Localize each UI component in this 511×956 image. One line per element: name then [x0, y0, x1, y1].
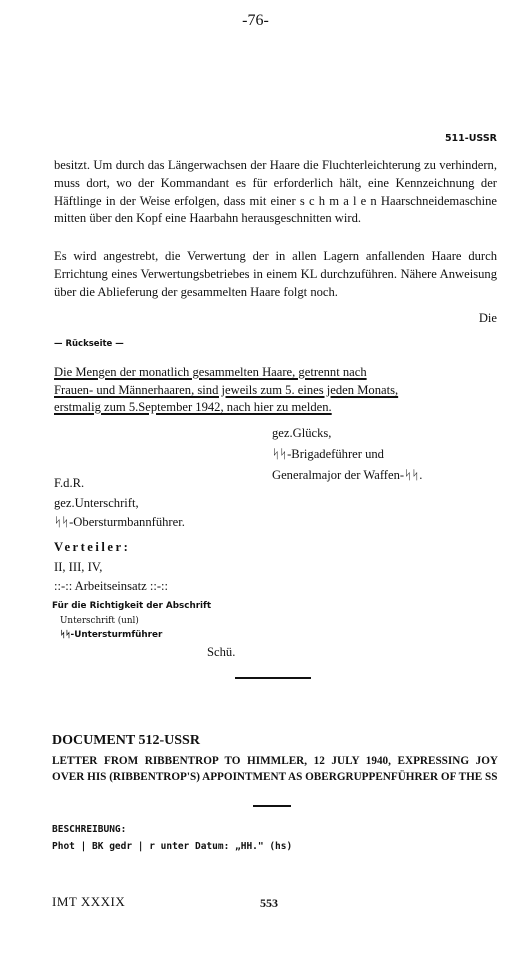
- fdr-block: [54, 474, 185, 533]
- catchword: Die: [478, 311, 497, 325]
- underlined-passage: [54, 364, 497, 417]
- folio-number: 553: [260, 896, 278, 910]
- page-number: -76-: [242, 12, 269, 29]
- fdr-line: gez.Unterschrift,: [54, 495, 139, 510]
- certification-title: Für die Richtigkeit der Abschrift: [52, 601, 212, 611]
- paragraph-2: Es wird angestrebt, die Verwertung der in allen Lagern anfallenden Haare durch Errichtung eines Verwertungsbetriebes in einem KL durchzuführen. Nähere Anweisung über die Ablieferung der gesammelten Haare folgt noch.: [54, 249, 497, 299]
- reverse-side-marker: — Rückseite —: [54, 339, 124, 349]
- distribution-line: ::-:: Arbeitseinsatz ::-::: [54, 579, 169, 593]
- underlined-line: Frauen- und Männerhaaren, sind jeweils zum 5. eines jeden Monats,: [54, 382, 399, 397]
- signature-block: [272, 423, 422, 486]
- fdr-line: ᛋᛋ-Obersturmbannführer.: [54, 515, 185, 529]
- typist-initials: Schü.: [207, 645, 236, 659]
- signature-line: Generalmajor der Waffen-ᛋᛋ.: [272, 468, 423, 482]
- description-text: Phot | BK gedr | r unter Datum: „HH." (hs): [52, 841, 293, 852]
- signature-line: ᛋᛋ-Brigadeführer und: [272, 447, 384, 461]
- document-caption: LETTER FROM RIBBENTROP TO HIMMLER, 12 JULY 1940, EXPRESSING JOY OVER HIS (RIBBENTROP'S) APPOINTMENT AS OBERGRUPPENFÜHRER OF THE SS: [52, 755, 498, 783]
- document-title: DOCUMENT 512-USSR: [52, 733, 200, 748]
- distribution-label: Verteiler:: [54, 540, 131, 554]
- signature-line: gez.Glücks,: [272, 426, 332, 440]
- fdr-line: F.d.R.: [54, 476, 85, 490]
- underlined-line: erstmalig zum 5.September 1942, nach hier zu melden.: [54, 400, 332, 414]
- distribution-line: II, III, IV,: [54, 559, 103, 574]
- paragraph-1: besitzt. Um durch das Längerwachsen der Haare die Fluchterleichterung zu verhindern, muss dort, wo der Kommandant es für erforderlich hält, eine Kennzeichnung der Häftlinge in der Weise erfolgen, dass mit einer s c h m a l e n Haarschneidemaschine mitten über den Kopf eine Haarbahn herausgeschnitten wird.: [54, 158, 497, 226]
- certification-block: [52, 599, 211, 643]
- underlined-line: Die Mengen der monatlich gesammelten Haare, getrennt nach: [54, 365, 367, 379]
- document-id: 511-USSR: [444, 133, 497, 144]
- distribution-block: [54, 538, 168, 597]
- certification-rank: ᛋᛋ-Untersturmführer: [60, 630, 163, 640]
- certification-signature: Unterschrift (unl): [60, 615, 139, 626]
- caption-divider: [253, 805, 291, 807]
- volume-label: IMT XXXIX: [52, 894, 126, 909]
- section-divider: [235, 677, 311, 679]
- description-heading: BESCHREIBUNG:: [52, 824, 127, 835]
